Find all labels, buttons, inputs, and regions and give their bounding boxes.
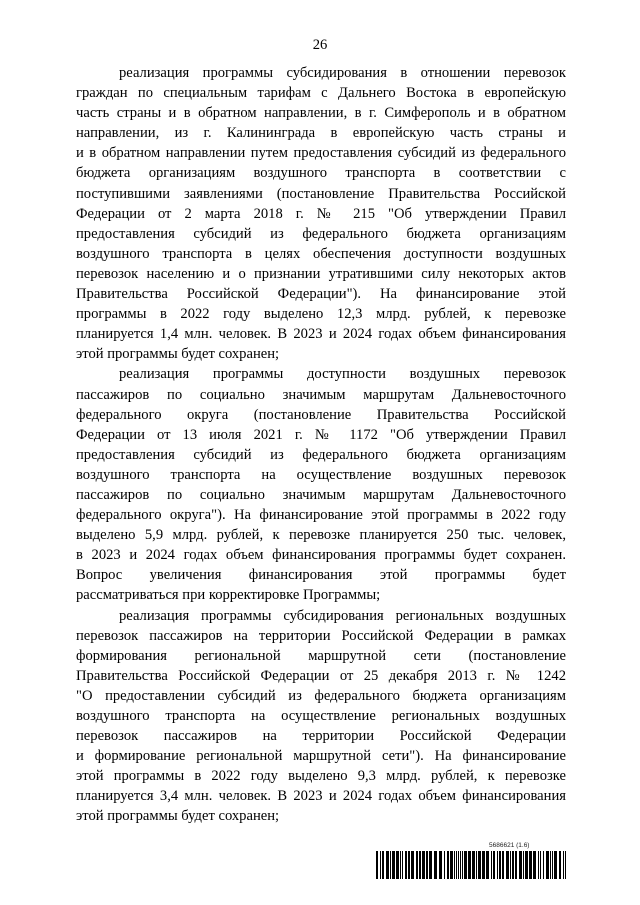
barcode-bar xyxy=(460,851,461,879)
paragraph xyxy=(76,364,566,605)
barcode-bar xyxy=(382,851,384,879)
text-line: и формирование региональной маршрутной сети"). На финансирование xyxy=(76,748,566,765)
text-line: воздушного транспорта на осуществление воздушных перевозок xyxy=(76,466,566,483)
text-line: граждан по специальным тарифам с Дальнего Востока в европейскую xyxy=(76,85,566,102)
barcode-bar xyxy=(419,851,421,879)
barcode-bar xyxy=(429,851,432,879)
barcode-bar xyxy=(529,851,532,879)
barcode-bar xyxy=(559,851,561,879)
barcode-bar xyxy=(502,851,504,879)
barcode-bar xyxy=(482,851,485,879)
barcode-bar xyxy=(444,851,445,879)
barcode-bar xyxy=(380,851,381,879)
text-line: реализация программы доступности воздушных перевозок xyxy=(119,366,566,383)
barcode-bar xyxy=(462,851,463,879)
text-line: планируется 1,4 млн. человек. В 2023 и 2024 годах объем финансирования xyxy=(76,326,566,343)
text-line: Правительства Российской Федерации от 25 декабря 2013 г. № 1242 xyxy=(76,667,566,684)
text-line: в 2023 и 2024 годах объем финансирования программы будет сохранен. xyxy=(76,547,566,564)
text-line: "О предоставлении субсидий из федерального бюджета организациям xyxy=(76,687,566,704)
text-line: формирования региональной маршрутной сети (постановление xyxy=(76,647,566,664)
barcode-bar xyxy=(543,851,544,879)
barcode-bar xyxy=(510,851,511,879)
barcode-bar xyxy=(491,851,492,879)
text-line: перевозок пассажиров на территории Российской Федерации xyxy=(76,728,566,745)
barcode-bar xyxy=(450,851,453,879)
barcode-bar xyxy=(554,851,557,879)
barcode-bar xyxy=(454,851,455,879)
barcode-bar xyxy=(493,851,495,879)
barcode-bar xyxy=(464,851,467,879)
barcode-bar xyxy=(476,851,477,879)
paragraph xyxy=(76,606,566,827)
barcode-bar xyxy=(552,851,553,879)
barcode-bar xyxy=(486,851,489,879)
text-line: рассматриваться при корректировке Программы; xyxy=(76,587,381,604)
barcode-bar xyxy=(506,851,509,879)
barcode-bar xyxy=(456,851,457,879)
barcode-bar xyxy=(538,851,539,879)
barcode-bar xyxy=(376,851,378,879)
document-body xyxy=(76,63,566,827)
text-line: пассажиров по социально значимым маршрутам Дальневосточного xyxy=(76,386,566,403)
text-line: реализация программы субсидирования региональных воздушных xyxy=(119,607,566,624)
barcode-bar xyxy=(439,851,442,879)
text-line: перевозок пассажиров на территории Российской Федерации в рамках xyxy=(76,627,566,644)
barcode-bar xyxy=(386,851,389,879)
barcode-bar xyxy=(392,851,395,879)
barcode-bar xyxy=(396,851,399,879)
barcode-bar xyxy=(525,851,528,879)
text-line: федерального округа"). На финансирование этой программы в 2022 году xyxy=(76,507,566,524)
barcode-bar xyxy=(563,851,564,879)
text-line: Вопрос увеличения финансирования этой программы будет xyxy=(76,567,566,584)
barcode-bar xyxy=(405,851,407,879)
barcode xyxy=(376,851,566,879)
barcode-bar xyxy=(533,851,536,879)
barcode-bar xyxy=(434,851,437,879)
barcode-bar xyxy=(426,851,428,879)
text-line: этой программы будет сохранен; xyxy=(76,808,280,825)
text-line: бюджета организациям воздушного транспорта в соответствии с xyxy=(76,165,566,182)
barcode-bar xyxy=(390,851,391,879)
text-line: планируется 3,4 млн. человек. В 2023 и 2024 годах объем финансирования xyxy=(76,788,566,805)
text-line: и в обратном направлении путем предоставления субсидий из федерального xyxy=(76,145,566,162)
text-line: выделено 5,9 млрд. рублей, к перевозке планируется 250 тыс. человек, xyxy=(76,527,566,544)
text-line: поступившими заявлениями (постановление Правительства Российской xyxy=(76,185,566,202)
barcode-bar xyxy=(422,851,425,879)
barcode-bar xyxy=(519,851,522,879)
barcode-bar xyxy=(411,851,414,879)
barcode-bar xyxy=(546,851,549,879)
text-line: федерального округа (постановление Правительства Российской xyxy=(76,406,566,423)
barcode-bar xyxy=(540,851,541,879)
text-line: воздушного транспорта на осуществление региональных воздушных xyxy=(76,708,566,724)
barcode-bar xyxy=(472,851,475,879)
text-line: предоставления субсидий из федерального бюджета организациям xyxy=(76,446,566,463)
barcode-bar xyxy=(512,851,514,879)
barcode-bar xyxy=(416,851,418,879)
paragraph xyxy=(76,63,566,364)
text-line: направлении, из г. Калининграда в европейскую часть страны и xyxy=(76,125,566,142)
text-line: часть страны и в обратном направлении, в г. Симферополь и в обратном xyxy=(76,105,566,122)
barcode-bar xyxy=(408,851,410,879)
text-line: Федерации от 13 июля 2021 г. № 1172 "Об утверждении Правил xyxy=(76,426,566,443)
text-line: пассажиров по социально значимым маршрутам Дальневосточного xyxy=(76,486,566,503)
text-line: воздушного транспорта в целях обеспечения доступности воздушных xyxy=(76,245,566,262)
text-line: этой программы в 2022 году выделено 9,3 млрд. рублей, к перевозке xyxy=(76,768,566,785)
text-line: перевозок населению и о признании утратившими силу некоторых актов xyxy=(76,265,566,282)
text-line: реализация программы субсидирования в отношении перевозок xyxy=(119,65,566,81)
text-line: предоставления субсидий из федерального бюджета организациям xyxy=(76,225,566,242)
barcode-bar xyxy=(515,851,517,879)
barcode-bar xyxy=(550,851,551,879)
text-line: этой программы будет сохранен; xyxy=(76,346,280,363)
page-number: 26 xyxy=(312,37,328,53)
text-line: Федерации от 2 марта 2018 г. № 215 "Об утверждении Правил xyxy=(76,205,566,222)
barcode-bar xyxy=(565,851,566,879)
barcode-bar xyxy=(523,851,524,879)
barcode-bar xyxy=(468,851,471,879)
text-line: программы в 2022 году выделено 12,3 млрд. рублей, к перевозке xyxy=(76,306,566,323)
document-code: 5686621 (1.6) xyxy=(489,842,530,849)
barcode-bar xyxy=(499,851,501,879)
barcode-bar xyxy=(497,851,498,879)
text-line: Правительства Российской Федерации"). На финансирование этой xyxy=(76,286,566,303)
barcode-bar xyxy=(458,851,459,879)
barcode-bar xyxy=(478,851,481,879)
barcode-bar xyxy=(400,851,401,879)
barcode-bar xyxy=(402,851,403,879)
barcode-bar xyxy=(447,851,449,879)
